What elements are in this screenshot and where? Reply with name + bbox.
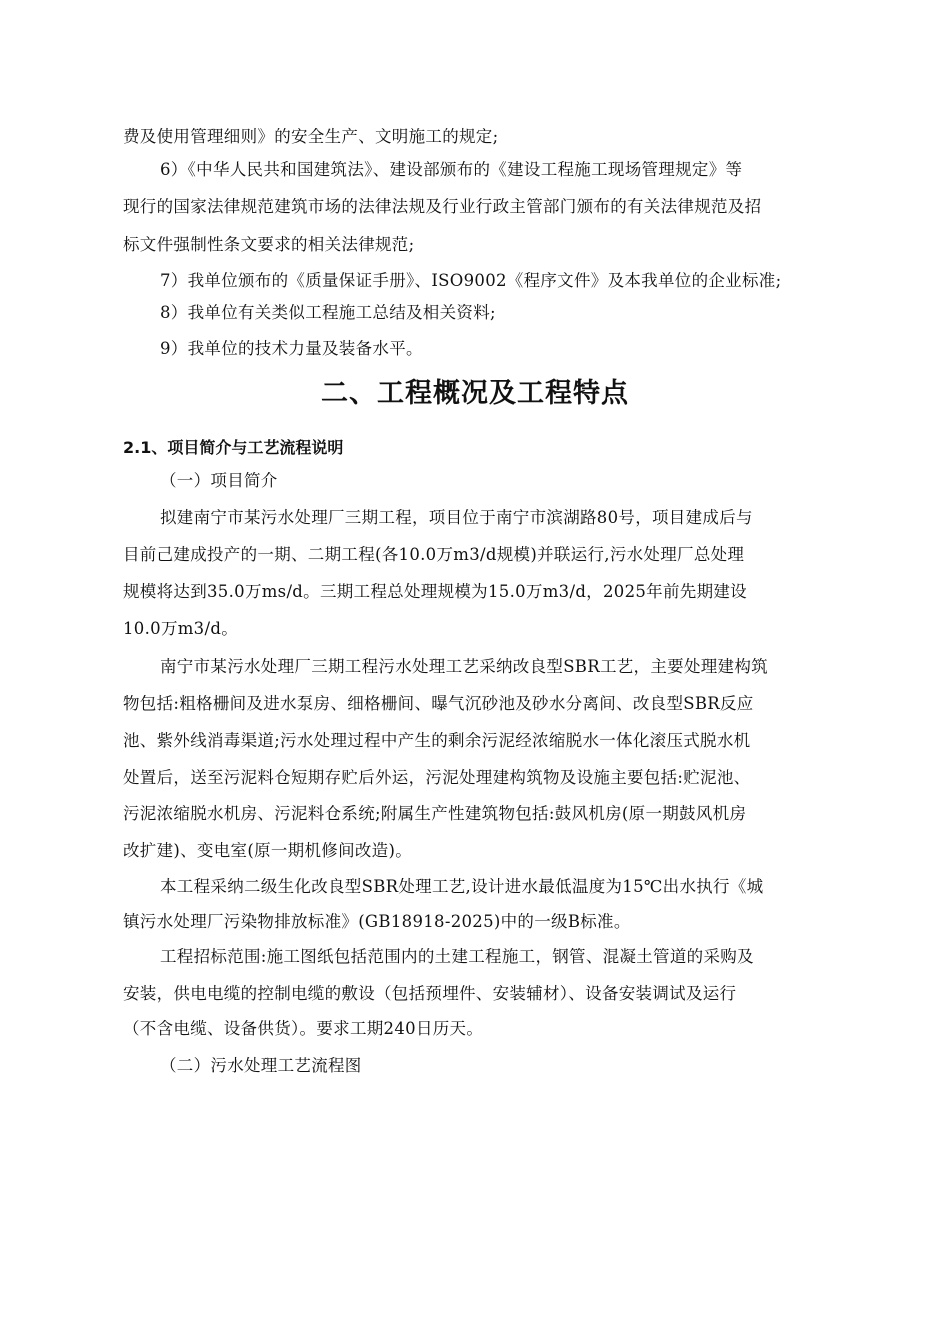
section-title: 二、工程概况及工程特点 <box>321 378 629 409</box>
p3-line-2: 镇污水处理厂污染物排放标准》(GB18918-2025)中的一级B标准。 <box>123 912 631 931</box>
p4-line-1: 工程招标范围:施工图纸包括范围内的土建工程施工，钢管、混凝土管道的采购及 <box>160 947 754 966</box>
p4-line-3: （不含电缆、设备供货）。要求工期240日历天。 <box>123 1019 484 1038</box>
p4-line-2: 安装，供电电缆的控制电缆的敷设（包括预埋件、安装辅材）、设备安装调试及运行 <box>123 984 737 1003</box>
intro-item-6: 6）《中华人民共和国建筑法》、建设部颁布的《建设工程施工现场管理规定》等 <box>160 160 743 179</box>
project-intro-label: （一）项目简介 <box>160 471 278 490</box>
intro-item-9: 9）我单位的技术力量及装备水平。 <box>160 339 423 358</box>
p3-line-1: 本工程采纳二级生化改良型SBR处理工艺,设计进水最低温度为15℃出水执行《城 <box>160 877 764 896</box>
p2-line-6: 改扩建)、变电室(原一期机修间改造)。 <box>123 841 413 860</box>
p1-line-2: 目前己建成投产的一期、二期工程(各10.0万m3/d规模)并联运行,污水处理厂总处理 <box>123 545 745 564</box>
p2-line-3: 池、紫外线消毒渠道;污水处理过程中产生的剩余污泥经浓缩脱水一体化滚压式脱水机 <box>123 731 751 750</box>
intro-line-1: 费及使用管理细则》的安全生产、文明施工的规定; <box>123 127 499 146</box>
intro-item-6-cont-1: 现行的国家法律规范建筑市场的法律法规及行业行政主管部门颁布的有关法律规范及招 <box>123 197 762 216</box>
p2-line-1: 南宁市某污水处理厂三期工程污水处理工艺采纳改良型SBR工艺，主要处理建构筑 <box>160 657 768 676</box>
p2-line-5: 污泥浓缩脱水机房、污泥料仓系统;附属生产性建筑物包括:鼓风机房(原一期鼓风机房 <box>123 804 747 823</box>
flow-chart-label: （二）污水处理工艺流程图 <box>160 1056 362 1075</box>
p1-line-3: 规模将达到35.0万ms/d。三期工程总处理规模为15.0万m3/d，2025年前先期建设 <box>123 582 747 601</box>
subsection-title: 2.1、项目简介与工艺流程说明 <box>123 438 344 457</box>
intro-item-7: 7）我单位颁布的《质量保证手册》、ISO9002《程序文件》及本我单位的企业标准; <box>160 271 782 290</box>
p1-line-1: 拟建南宁市某污水处理厂三期工程，项目位于南宁市滨湖路80号，项目建成后与 <box>160 508 753 527</box>
p1-line-4: 10.0万m3/d。 <box>123 619 239 638</box>
p2-line-2: 物包括:粗格栅间及进水泵房、细格栅间、曝气沉砂池及砂水分离间、改良型SBR反应 <box>123 694 754 713</box>
p2-line-4: 处置后，送至污泥料仓短期存贮后外运，污泥处理建构筑物及设施主要包括:贮泥池、 <box>123 768 751 787</box>
intro-item-8: 8）我单位有关类似工程施工总结及相关资料; <box>160 303 496 322</box>
intro-item-6-cont-2: 标文件强制性条文要求的相关法律规范; <box>123 235 415 254</box>
